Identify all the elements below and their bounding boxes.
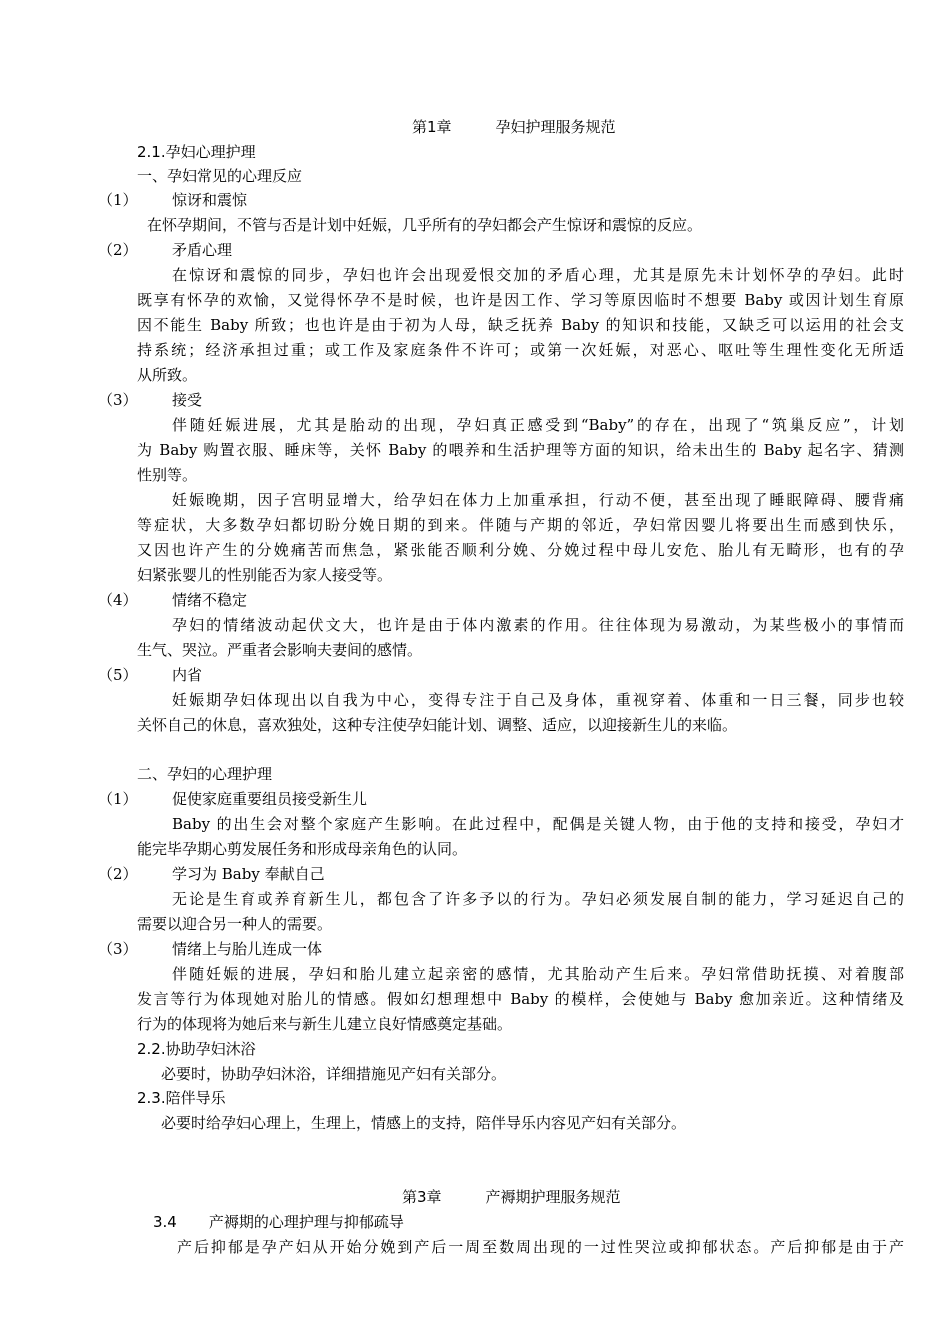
item-title: 矛盾心理 — [172, 241, 233, 259]
chapter-number: 第1章 — [412, 118, 452, 136]
paragraph-line: 伴随妊娠的进展，孕妇和胎儿建立起亲密的感情，尤其胎动产生后来。孕妇常借助抚摸、对着腹部 — [172, 965, 904, 983]
paragraph-line: 孕妇的情绪波动起伏文大，也许是由于体内激素的作用。往往体现为易激动，为某些极小的事情而 — [172, 616, 904, 634]
paragraph-line: 等症状，大多数孕妇都切盼分娩日期的到来。伴随与产期的邻近，孕妇常因婴儿将要出生而感到快乐， — [137, 516, 904, 534]
paragraph-line: 无论是生育或养育新生儿，都包含了许多予以的行为。孕妇必须发展自制的能力，学习延迟自己的 — [172, 890, 904, 908]
item-title: 内省 — [172, 666, 203, 684]
item-title: 惊讶和震惊 — [172, 191, 248, 209]
paragraph-line: 在怀孕期间，不管与否是计划中妊娠，几乎所有的孕妇都会产生惊讶和震惊的反应。 — [147, 216, 703, 234]
item-title: 学习为 Baby 奉献自己 — [172, 865, 325, 883]
paragraph-line: 需要以迎合另一种人的需要。 — [137, 915, 333, 933]
paragraph-line: Baby 的出生会对整个家庭产生影响。在此过程中，配偶是关键人物，由于他的支持和接受，孕妇才 — [172, 815, 904, 833]
paragraph-line: 生气、哭泣。严重者会影响夫妻间的感情。 — [137, 641, 423, 659]
section-number: 2.3. — [137, 1089, 166, 1107]
paragraph-line: 妊娠晚期，因子宫明显增大，给孕妇在体力上加重承担，行动不便，甚至出现了睡眠障碍、腰背痛 — [172, 491, 904, 509]
item-number: （1） — [98, 790, 138, 808]
item-title: 情绪上与胎儿连成一体 — [172, 940, 323, 958]
chapter-1-heading — [412, 115, 616, 139]
section-title: 协助孕妇沐浴 — [165, 1040, 256, 1058]
item-number: （1） — [98, 191, 138, 209]
item-number: （3） — [98, 391, 138, 409]
section-number: 2.1. — [137, 143, 166, 161]
section-title: 陪伴导乐 — [165, 1089, 226, 1107]
part-1-heading: 一、孕妇常见的心理反应 — [137, 167, 303, 185]
chapter-3-heading — [402, 1185, 621, 1209]
section-2-1-heading — [137, 140, 256, 164]
paragraph-line: 在惊讶和震惊的同步，孕妇也许会出现爱恨交加的矛盾心理，尤其是原先未计划怀孕的孕妇。此时 — [172, 266, 904, 284]
item-title: 促使家庭重要组员接受新生儿 — [172, 790, 368, 808]
paragraph-line: 既享有怀孕的欢愉，又觉得怀孕不是时候，也许是因工作、学习等原因临时不想要 Baby 或因计划生育原 — [137, 291, 904, 309]
paragraph-line: 关怀自己的休息，喜欢独处，这种专注使孕妇能计划、调整、适应，以迎接新生儿的来临。 — [137, 716, 738, 734]
paragraph-line: 能完毕孕期心剪发展任务和形成母亲角色的认同。 — [137, 840, 468, 858]
paragraph-line: 产后抑郁是孕产妇从开始分娩到产后一周至数周出现的一过性哭泣或抑郁状态。产后抑郁是由于产 — [177, 1238, 904, 1256]
paragraph-line: 伴随妊娠进展，尤其是胎动的出现，孕妇真正感受到“Baby”的存在，出现了“筑巢反应”，计划 — [172, 416, 904, 434]
item-number: （4） — [98, 591, 138, 609]
section-2-2-heading — [137, 1037, 256, 1061]
section-title: 孕妇心理护理 — [165, 143, 256, 161]
paragraph-line: 性别等。 — [137, 466, 198, 484]
paragraph-line: 妊娠期孕妇体现出以自我为中心，变得专注于自己及身体，重视穿着、体重和一日三餐，同步也较 — [172, 691, 904, 709]
paragraph-line: 妇紧张婴儿的性别能否为家人接受等。 — [137, 566, 393, 584]
paragraph-line: 又因也许产生的分娩痛苦而焦急，紧张能否顺利分娩、分娩过程中母儿安危、胎儿有无畸形，也有的孕 — [137, 541, 904, 559]
paragraph-line: 从所致。 — [137, 366, 198, 384]
item-title: 接受 — [172, 391, 203, 409]
section-title: 产褥期的心理护理与抑郁疏导 — [208, 1213, 404, 1231]
item-title: 情绪不稳定 — [172, 591, 248, 609]
paragraph-line: 持系统；经济承担过重；或工作及家庭条件不许可；或第一次妊娠，对恶心、呕吐等生理性变化无所适 — [137, 341, 904, 359]
part-2-heading: 二、孕妇的心理护理 — [137, 765, 273, 783]
section-number: 3.4 — [153, 1213, 177, 1231]
item-number: （2） — [98, 865, 138, 883]
paragraph-line: 行为的体现将为她后来与新生儿建立良好情感奠定基础。 — [137, 1015, 513, 1033]
section-3-4-heading — [153, 1210, 404, 1234]
item-number: （5） — [98, 666, 138, 684]
paragraph-line: 发言等行为体现她对胎儿的情感。假如幻想理想中 Baby 的模样，会使她与 Baby 愈加亲近。这种情绪及 — [137, 990, 904, 1008]
item-number: （3） — [98, 940, 138, 958]
section-2-3-heading — [137, 1086, 226, 1110]
chapter-title: 孕妇护理服务规范 — [495, 118, 616, 136]
paragraph-line: 必要时，协助孕妇沐浴，详细措施见产妇有关部分。 — [161, 1065, 507, 1083]
section-number: 2.2. — [137, 1040, 166, 1058]
paragraph-line: 因不能生 Baby 所致；也也许是由于初为人母，缺乏抚养 Baby 的知识和技能，又缺乏可以运用的社会支 — [137, 316, 904, 334]
paragraph-line: 为 Baby 购置衣服、睡床等，关怀 Baby 的喂养和生活护理等方面的知识，给未出生的 Baby 起名字、猜测 — [137, 441, 904, 459]
chapter-title: 产褥期护理服务规范 — [485, 1188, 621, 1206]
chapter-number: 第3章 — [402, 1188, 442, 1206]
item-number: （2） — [98, 241, 138, 259]
paragraph-line: 必要时给孕妇心理上，生理上，情感上的支持，陪伴导乐内容见产妇有关部分。 — [161, 1114, 687, 1132]
